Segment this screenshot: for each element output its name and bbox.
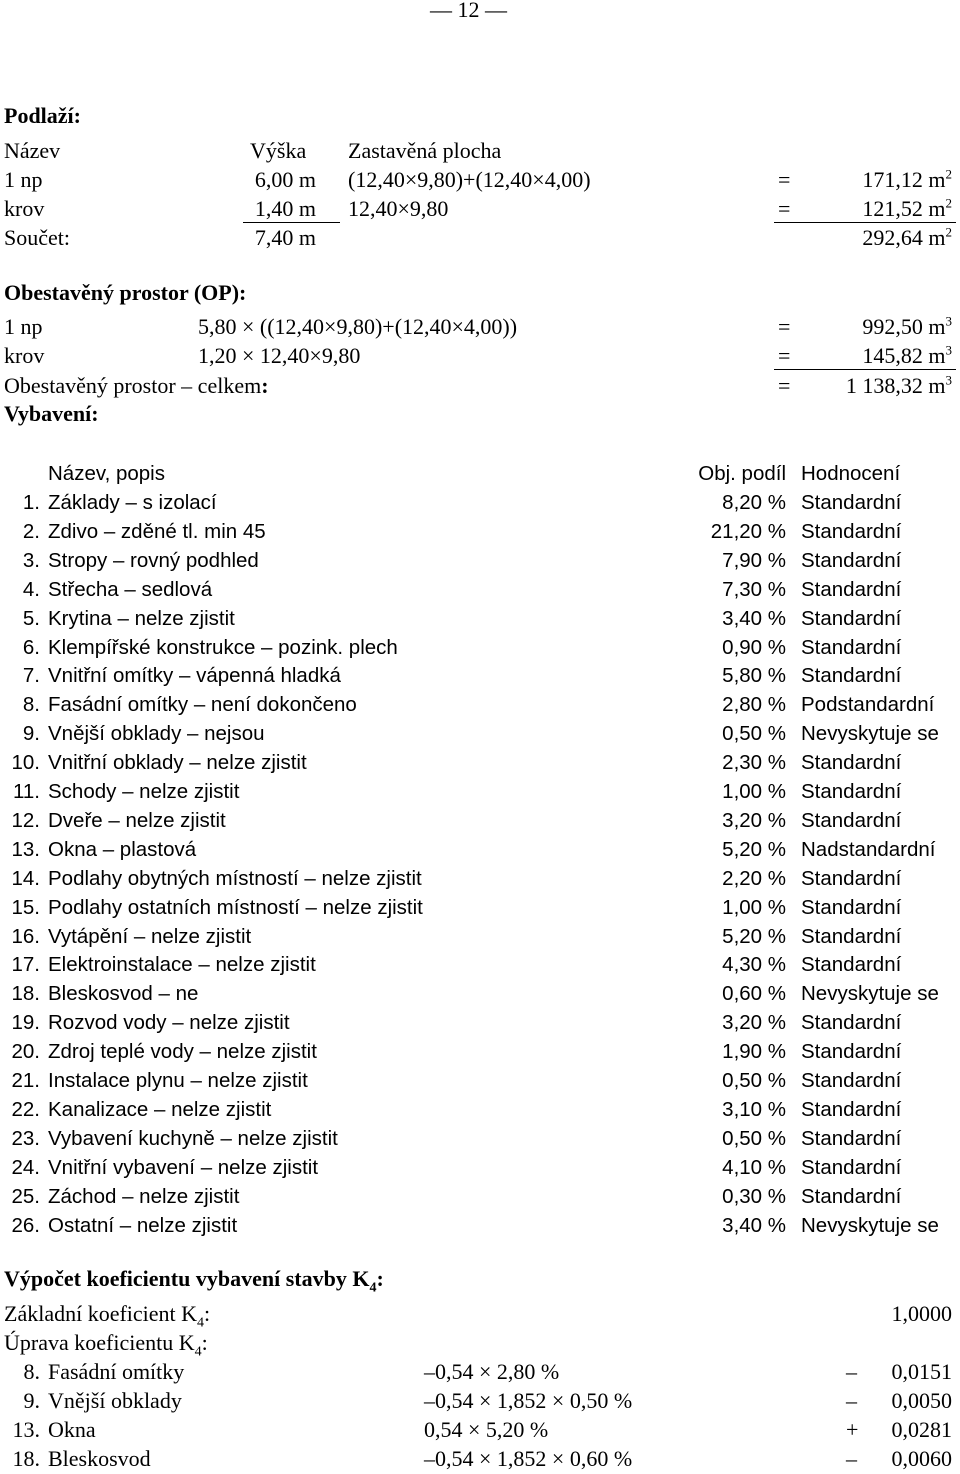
- item-number: 13.: [11, 837, 40, 861]
- podlazi-row-name: 1 np: [4, 167, 43, 192]
- table-row: [0, 549, 960, 573]
- item-rating: Standardní: [801, 866, 902, 890]
- section-title-k4: Výpočet koeficientu vybavení stavby $K_4$:: [4, 1266, 384, 1296]
- item-share: 3,40 %: [722, 606, 786, 630]
- item-share: 21,20 %: [710, 519, 786, 543]
- table-row: [0, 607, 960, 631]
- item-number: 20.: [11, 1040, 40, 1064]
- op-row-formula: 5,80 × ((12,40×9,80)+(12,40×4,00)): [198, 314, 518, 339]
- page-number: — 12 —: [430, 0, 507, 22]
- item-number: 18.: [11, 982, 40, 1006]
- table-row: [0, 693, 960, 717]
- podlazi-header-height: Výška: [250, 138, 307, 163]
- item-rating: Nevyskytuje se: [801, 982, 939, 1006]
- item-number: 6.: [22, 635, 40, 659]
- item-number: 8.: [22, 693, 40, 717]
- table-row: [0, 1389, 960, 1413]
- item-number: 22.: [11, 1097, 40, 1121]
- table-row: [0, 1156, 960, 1180]
- item-share: 4,30 %: [722, 953, 786, 977]
- table-row: [0, 520, 960, 544]
- item-number: 2.: [22, 519, 40, 543]
- item-rating: Standardní: [801, 1126, 902, 1150]
- op-row-name: krov: [4, 343, 45, 368]
- item-rating: Standardní: [801, 577, 902, 601]
- item-number: 15.: [11, 895, 40, 919]
- section-title-op: Obestavěný prostor (OP):: [4, 280, 247, 305]
- table-row: [0, 578, 960, 602]
- item-number: 4.: [22, 577, 40, 601]
- vybaveni-header-name: Název, popis: [48, 462, 165, 485]
- item-number: 14.: [11, 866, 40, 890]
- item-number: 26.: [11, 1213, 40, 1237]
- item-name: Fasádní omítky – není dokončeno: [48, 693, 357, 717]
- podlazi-row-formula: 12,40×9,80: [348, 196, 449, 221]
- item-name: Vytápění – nelze zjistit: [48, 924, 252, 948]
- table-row: [0, 751, 960, 775]
- item-number: 23.: [11, 1126, 40, 1150]
- table-row: [0, 1040, 960, 1064]
- sum-divider-height: [243, 222, 340, 223]
- podlazi-sum-value: 292,64 $m^2$: [862, 224, 952, 250]
- k4-row-name: Okna: [48, 1416, 96, 1442]
- item-rating: Standardní: [801, 606, 902, 630]
- item-rating: Standardní: [801, 519, 902, 543]
- item-share: 2,20 %: [722, 866, 786, 890]
- table-row: [0, 1214, 960, 1238]
- k4-base-value: 1,0000: [891, 1301, 952, 1326]
- item-name: Instalace plynu – nelze zjistit: [48, 1069, 308, 1092]
- vybaveni-header-rating: Hodnocení: [801, 462, 901, 485]
- item-share: 0,60 %: [722, 982, 786, 1006]
- k4-row-value: 0,0060: [891, 1445, 952, 1471]
- item-share: 5,20 %: [722, 837, 786, 861]
- table-row: [0, 867, 960, 891]
- k4-base-label: Základní koeficient $K_4$:: [4, 1301, 211, 1331]
- item-name: Schody – nelze zjistit: [48, 780, 240, 803]
- item-rating: Nevyskytuje se: [801, 722, 939, 746]
- item-share: 7,90 %: [722, 548, 786, 572]
- item-name: Vnitřní vybavení – nelze zjistit: [48, 1155, 319, 1179]
- k4-row-name: Bleskosvod: [48, 1445, 151, 1471]
- item-number: 7.: [22, 664, 40, 688]
- k4-row-sign: –: [846, 1387, 857, 1413]
- item-name: Kanalizace – nelze zjistit: [48, 1097, 272, 1121]
- k4-adjust-label: Úprava koeficientu $K_4$:: [4, 1330, 208, 1360]
- item-rating: Standardní: [801, 1040, 902, 1064]
- op-total-eq: =: [778, 373, 791, 398]
- item-name: Krytina – nelze zjistit: [48, 606, 235, 630]
- op-row-formula: 1,20 × 12,40×9,80: [198, 343, 361, 368]
- item-share: 2,30 %: [722, 751, 786, 775]
- podlazi-row-value: 171,12 $m^2$: [862, 166, 952, 192]
- k4-row-sign: –: [846, 1445, 857, 1471]
- k4-row-number: 18.: [12, 1445, 40, 1471]
- item-name: Zdroj teplé vody – nelze zjistit: [48, 1040, 317, 1064]
- item-number: 1.: [22, 491, 40, 514]
- table-row: [0, 1185, 960, 1209]
- item-rating: Nadstandardní: [801, 837, 936, 861]
- table-row: [0, 953, 960, 977]
- k4-row-sign: +: [846, 1416, 859, 1442]
- item-share: 4,10 %: [722, 1155, 786, 1179]
- item-rating: Standardní: [801, 491, 902, 514]
- item-share: 3,40 %: [722, 1213, 786, 1237]
- item-share: 1,90 %: [722, 1040, 786, 1064]
- item-number: 21.: [11, 1069, 40, 1092]
- item-number: 17.: [11, 953, 40, 977]
- k4-row-sign: –: [846, 1359, 857, 1384]
- item-name: Vnitřní omítky – vápenná hladká: [48, 664, 341, 688]
- item-share: 7,30 %: [722, 577, 786, 601]
- k4-row-value: 0,0151: [891, 1359, 952, 1384]
- podlazi-row-name: krov: [4, 196, 45, 221]
- item-share: 2,80 %: [722, 693, 786, 717]
- op-total-label: Obestavěný prostor – celkem:: [4, 373, 269, 398]
- section-title-vybaveni: Vybavení:: [4, 401, 99, 426]
- item-name: Ostatní – nelze zjistit: [48, 1213, 238, 1237]
- table-row: [0, 1360, 960, 1384]
- sum-divider-value: [774, 222, 956, 223]
- item-name: Bleskosvod – ne: [48, 982, 199, 1006]
- item-rating: Standardní: [801, 924, 902, 948]
- podlazi-header-name: Název: [4, 138, 61, 163]
- item-rating: Standardní: [801, 1155, 902, 1179]
- item-share: 5,20 %: [722, 924, 786, 948]
- item-number: 3.: [22, 548, 40, 572]
- table-row: [0, 982, 960, 1006]
- item-name: Vnitřní obklady – nelze zjistit: [48, 751, 307, 775]
- vybaveni-header-share: Obj. podíl: [698, 462, 786, 485]
- item-share: 3,20 %: [722, 808, 786, 832]
- table-row: [0, 1098, 960, 1122]
- table-row: [0, 664, 960, 688]
- item-share: 0,50 %: [722, 722, 786, 746]
- podlazi-row-value: 121,52 $m^2$: [862, 195, 952, 221]
- item-name: Podlahy obytných místností – nelze zjistit: [48, 866, 422, 890]
- item-name: Rozvod vody – nelze zjistit: [48, 1011, 290, 1035]
- table-row: [0, 780, 960, 804]
- op-total-value: 1 138,32 $m^3$: [845, 372, 952, 398]
- item-rating: Podstandardní: [801, 693, 935, 717]
- item-name: Vnější obklady – nejsou: [48, 722, 265, 746]
- item-share: 8,20 %: [722, 491, 786, 514]
- podlazi-row-eq: =: [778, 196, 791, 221]
- item-number: 16.: [11, 924, 40, 948]
- table-row: [0, 1127, 960, 1151]
- item-share: 5,80 %: [722, 664, 786, 688]
- item-name: Dveře – nelze zjistit: [48, 808, 226, 832]
- item-rating: Standardní: [801, 895, 902, 919]
- table-row: [0, 896, 960, 920]
- item-share: 1,00 %: [722, 780, 786, 803]
- k4-row-value: 0,0281: [891, 1416, 952, 1442]
- item-rating: Standardní: [801, 1097, 902, 1121]
- op-row-eq: =: [778, 314, 791, 339]
- item-number: 10.: [11, 751, 40, 775]
- item-share: 3,20 %: [722, 1011, 786, 1035]
- item-rating: Nevyskytuje se: [801, 1213, 939, 1237]
- k4-row-name: Fasádní omítky: [48, 1359, 185, 1384]
- item-share: 0,50 %: [722, 1126, 786, 1150]
- op-row-value: 992,50 $m^3$: [862, 313, 952, 339]
- item-number: 24.: [11, 1155, 40, 1179]
- table-row: [0, 1011, 960, 1035]
- k4-row-number: 8.: [23, 1359, 40, 1384]
- k4-row-value: 0,0050: [891, 1387, 952, 1413]
- podlazi-sum-height: 7,40 m: [254, 225, 316, 250]
- table-row: [0, 809, 960, 833]
- podlazi-sum-label: Součet:: [4, 225, 70, 250]
- item-name: Elektroinstalace – nelze zjistit: [48, 953, 316, 977]
- item-name: Vybavení kuchyně – nelze zjistit: [48, 1126, 338, 1150]
- podlazi-header-area: Zastavěná plocha: [348, 138, 502, 163]
- table-row: [0, 1069, 960, 1093]
- k4-row-formula: –0,54 × 1,852 × 0,50 %: [424, 1387, 633, 1413]
- item-name: Klempířské konstrukce – pozink. plech: [48, 635, 398, 659]
- item-number: 25.: [11, 1184, 40, 1208]
- item-share: 3,10 %: [722, 1097, 786, 1121]
- item-rating: Standardní: [801, 780, 902, 803]
- podlazi-row-formula: (12,40×9,80)+(12,40×4,00): [348, 167, 591, 192]
- table-row: [0, 636, 960, 660]
- item-rating: Standardní: [801, 664, 902, 688]
- item-name: Zdivo – zděné tl. min 45: [48, 519, 266, 543]
- section-title-podlazi: Podlaží:: [4, 103, 81, 128]
- podlazi-row-height: 1,40 m: [254, 196, 316, 221]
- table-row: [0, 838, 960, 862]
- item-number: 11.: [13, 780, 40, 803]
- item-rating: Standardní: [801, 1184, 902, 1208]
- podlazi-row-eq: =: [778, 167, 791, 192]
- table-row: [0, 925, 960, 949]
- op-row-value: 145,82 $m^3$: [862, 342, 952, 368]
- item-rating: Standardní: [801, 548, 902, 572]
- item-rating: Standardní: [801, 1069, 902, 1092]
- item-number: 5.: [22, 606, 40, 630]
- item-share: 1,00 %: [722, 895, 786, 919]
- op-total-divider: [774, 369, 956, 370]
- item-share: 0,30 %: [722, 1184, 786, 1208]
- table-row: [0, 1418, 960, 1442]
- item-name: Základy – s izolací: [48, 491, 217, 514]
- k4-row-number: 13.: [12, 1416, 40, 1442]
- item-rating: Standardní: [801, 953, 902, 977]
- item-name: Střecha – sedlová: [48, 577, 213, 601]
- item-name: Podlahy ostatních místností – nelze zjistit: [48, 895, 423, 919]
- k4-row-formula: –0,54 × 1,852 × 0,60 %: [424, 1445, 633, 1471]
- k4-row-formula: 0,54 × 5,20 %: [424, 1416, 549, 1442]
- item-rating: Standardní: [801, 635, 902, 659]
- item-number: 12.: [11, 808, 40, 832]
- item-rating: Standardní: [801, 808, 902, 832]
- table-row: [0, 1447, 960, 1471]
- table-row: [0, 722, 960, 746]
- item-name: Okna – plastová: [48, 837, 197, 861]
- item-rating: Standardní: [801, 1011, 902, 1035]
- k4-row-number: 9.: [23, 1387, 40, 1413]
- table-row: [0, 491, 960, 515]
- k4-row-name: Vnější obklady: [48, 1387, 182, 1413]
- item-rating: Standardní: [801, 751, 902, 775]
- item-share: 0,90 %: [722, 635, 786, 659]
- item-share: 0,50 %: [722, 1069, 786, 1092]
- item-number: 9.: [22, 722, 40, 746]
- podlazi-row-height: 6,00 m: [254, 167, 316, 192]
- item-name: Záchod – nelze zjistit: [48, 1184, 240, 1208]
- item-number: 19.: [11, 1011, 40, 1035]
- op-row-name: 1 np: [4, 314, 43, 339]
- k4-row-formula: –0,54 × 2,80 %: [424, 1359, 560, 1384]
- item-name: Stropy – rovný podhled: [48, 548, 259, 572]
- op-row-eq: =: [778, 343, 791, 368]
